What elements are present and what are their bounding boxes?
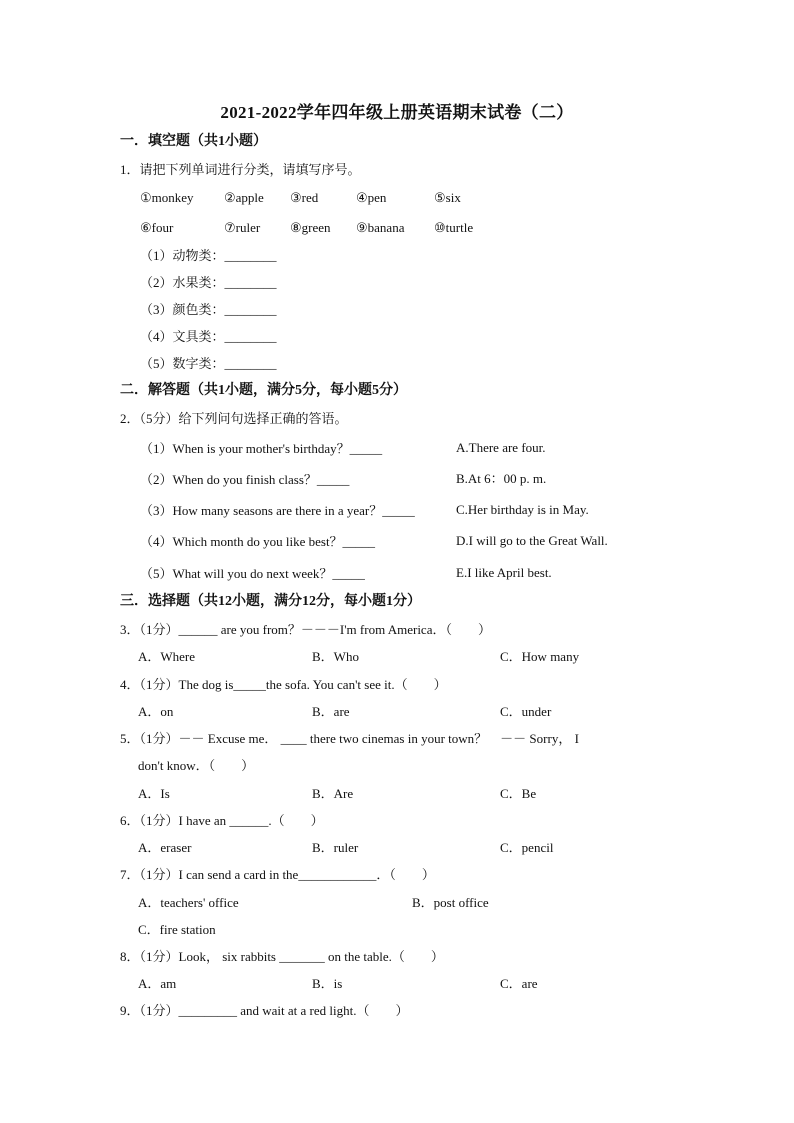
option-a: A．teachers' office bbox=[138, 895, 239, 910]
option-a: A．on bbox=[138, 704, 174, 719]
word-item: ④pen bbox=[356, 190, 387, 205]
category-line: （4）文具类：________ bbox=[140, 329, 277, 344]
question-8-text: 8．（1分）Look， six rabbits _______ on the table.（ ） bbox=[120, 949, 444, 964]
option-a: A．Is bbox=[138, 786, 170, 801]
matching-answer: E.I like April best. bbox=[456, 565, 552, 580]
matching-answer: D.I will go to the Great Wall. bbox=[456, 533, 608, 548]
word-item: ⑩turtle bbox=[434, 220, 474, 235]
section-1-header: 一．填空题（共1小题） bbox=[120, 134, 267, 149]
option-a: A．am bbox=[138, 976, 177, 991]
word-item: ⑤six bbox=[434, 190, 461, 205]
matching-question: （3）How many seasons are there in a year？_____ bbox=[140, 503, 415, 518]
option-b: B．Who bbox=[312, 649, 359, 664]
category-line: （1）动物类：________ bbox=[140, 248, 277, 263]
word-item: ⑦ruler bbox=[224, 220, 261, 235]
question-5-text: 5．（1分）－－ Excuse me． ____ there two cinemas in your town？ －－ Sorry， I bbox=[120, 731, 579, 746]
question-6-text: 6．（1分）I have an ______.（ ） bbox=[120, 813, 324, 828]
matching-question: （1）When is your mother's birthday？_____ bbox=[140, 441, 383, 456]
option-b: B．are bbox=[312, 704, 350, 719]
option-b: B．ruler bbox=[312, 840, 359, 855]
option-b: B．Are bbox=[312, 786, 354, 801]
matching-question: （5）What will you do next week？_____ bbox=[140, 566, 365, 581]
question-5-text-continued: don't know．（ ） bbox=[138, 758, 255, 773]
matching-answer: A.There are four. bbox=[456, 440, 546, 455]
question-4-text: 4．（1分）The dog is_____the sofa. You can't see it.（ ） bbox=[120, 677, 447, 692]
option-b: B．is bbox=[312, 976, 343, 991]
section-3-header: 三．选择题（共12小题，满分12分，每小题1分） bbox=[120, 594, 421, 609]
option-c: C．How many bbox=[500, 649, 580, 664]
page-title: 2021-2022学年四年级上册英语期末试卷（二） bbox=[220, 103, 574, 122]
option-c: C．pencil bbox=[500, 840, 554, 855]
section-2-header: 二．解答题（共1小题，满分5分，每小题5分） bbox=[120, 383, 407, 398]
word-item: ①monkey bbox=[140, 190, 194, 205]
question-2-text: 2．（5分）给下列问句选择正确的答语。 bbox=[120, 411, 348, 426]
option-c: C．Be bbox=[500, 786, 537, 801]
option-b: B．post office bbox=[412, 895, 489, 910]
word-item: ②apple bbox=[224, 190, 264, 205]
word-item: ⑨banana bbox=[356, 220, 405, 235]
option-c: C．are bbox=[500, 976, 538, 991]
option-c: C．fire station bbox=[138, 922, 216, 937]
category-line: （3）颜色类：________ bbox=[140, 302, 277, 317]
word-item: ⑧green bbox=[290, 220, 331, 235]
question-9-text: 9．（1分）_________ and wait at a red light.（ ） bbox=[120, 1003, 409, 1018]
option-c: C．under bbox=[500, 704, 552, 719]
question-7-text: 7．（1分）I can send a card in the____________．（ ） bbox=[120, 867, 435, 882]
word-item: ③red bbox=[290, 190, 319, 205]
word-item: ⑥four bbox=[140, 220, 174, 235]
question-1-text: 1．请把下列单词进行分类，请填写序号。 bbox=[120, 162, 361, 177]
category-line: （5）数字类：________ bbox=[140, 356, 277, 371]
matching-question: （2）When do you finish class？_____ bbox=[140, 472, 350, 487]
option-a: A．Where bbox=[138, 649, 196, 664]
option-a: A．eraser bbox=[138, 840, 192, 855]
matching-answer: B.At 6：00 p. m. bbox=[456, 471, 547, 486]
matching-question: （4）Which month do you like best？_____ bbox=[140, 534, 376, 549]
matching-answer: C.Her birthday is in May. bbox=[456, 502, 589, 517]
question-3-text: 3．（1分）______ are you from？－－－I'm from America．（ ） bbox=[120, 622, 491, 637]
category-line: （2）水果类：________ bbox=[140, 275, 277, 290]
